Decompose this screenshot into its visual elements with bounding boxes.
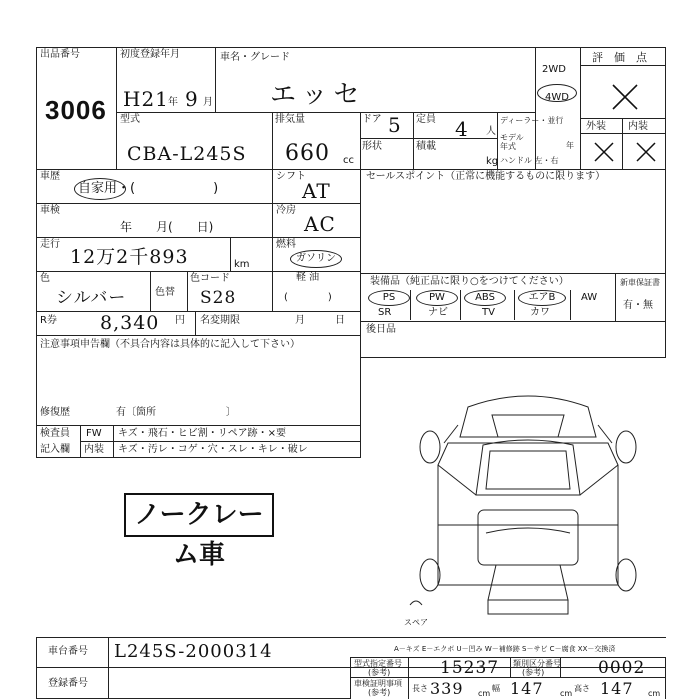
class-number-value: 0002 [598,658,646,678]
model-number-ref: (参考) [368,668,391,677]
cc-unit: cc [343,155,354,166]
first-registration-label: 初度登録年月 [120,49,180,60]
height-unit: cm [648,689,661,698]
length-unit: cm [478,689,491,698]
fw-label: FW [86,428,102,439]
km-unit: km [234,259,250,270]
shape-label: 形状 [362,141,382,152]
handle-label: ハンドル 左・右 [500,156,559,165]
equip-pw: PW [416,290,458,306]
history-value: 自家用・( ) [78,181,219,196]
warranty-value: 有・無 [623,300,653,311]
entry-label: 記入欄 [40,444,70,455]
model-number-value: 15237 [440,658,500,678]
car-name-label: 車名・グレード [220,52,290,63]
model-year-label: モデル年式 [500,133,524,151]
equip-abs: ABS [464,290,506,306]
repair-history-label: 修復歴 [40,407,70,418]
exterior-label: 外装 [586,121,606,132]
displacement-value: 660 [285,141,330,166]
equip-sr: SR [378,307,392,318]
fuel-gasoline: ガソリン [296,253,336,264]
notes-label: 注意事項申告欄（不具合内容は具体的に記入して下さい） [40,339,300,350]
repair-history-value: 有〔箇所 〕 [116,407,236,418]
certificate-label: 車検証明事項 [354,679,402,688]
fw-text: キズ・飛石・ヒビ割・リペア跡・×要 [118,428,286,439]
car-damage-diagram [408,385,648,625]
fuel-diesel: 軽 油 [296,272,320,283]
ac-label: 冷房 [276,205,296,216]
model-year-unit: 年 [566,141,574,150]
car-name: エッセ [270,80,366,110]
sales-point-label: セールスポイント（正常に機能するものに限ります） [366,171,606,182]
capacity-label: 定員 [416,114,436,125]
width-value: 147 [510,679,544,698]
person-unit: 人 [486,126,496,137]
fuel-label: 燃料 [276,239,296,250]
fuel-other: ( ) [284,292,332,303]
color-code-label: 色コード [190,273,230,284]
equip-leather: カワ [530,307,550,318]
chassis-label: 車台番号 [48,646,88,657]
equip-navi: ナビ [428,307,448,318]
length-value: 339 [430,679,464,698]
dealer-label: ディーラー・並行 [500,116,564,125]
lot-number: 3006 [45,95,107,125]
capacity-value: 4 [455,117,469,141]
model-number-label: 型式指定番号 [354,659,402,668]
color-value: シルバー [56,288,127,308]
height-value: 147 [600,679,634,698]
interior-label: 内装 [628,121,648,132]
door-label: ドア [362,114,382,125]
first-registration-month: 9 [185,87,199,111]
month-unit: 月 [203,97,213,108]
inspection-value: 年 月( 日) [120,220,214,234]
class-number-label: 類別区分番号 [513,659,561,668]
interior-inspect-label: 内装 [84,444,104,455]
color-label: 色 [40,273,50,284]
equip-airbag: エアB [518,290,566,306]
registration-label: 登録番号 [48,678,88,689]
name-change-value: 月 日 [295,315,345,326]
equip-ps: PS [368,290,410,306]
load-label: 積載 [416,141,436,152]
ac-value: AC [304,212,336,236]
interior-cross-mark [634,140,658,164]
drive-4wd: 4WD [537,84,577,102]
chassis-number: L245S-2000314 [114,641,273,662]
inspection-label: 車検 [40,205,60,216]
equip-tv: TV [482,307,495,318]
name-change-label: 名変期限 [200,315,240,326]
displacement-label: 排気量 [275,114,305,125]
warranty-label: 新車保証書 [620,278,660,287]
length-label: 長さ [412,684,428,693]
mileage-value: 12万2千893 [70,246,189,268]
model-label: 型式 [120,114,140,125]
rating-cross-mark [610,82,640,112]
exterior-cross-mark [592,140,616,164]
after-market-label: 後日品 [366,324,396,335]
height-label: 高さ [574,684,590,693]
color-change-label: 色替 [155,287,175,298]
drive-2wd: 2WD [542,64,566,75]
history-label: 車歴 [40,171,60,182]
shift-value: AT [302,179,331,203]
equipment-label: 装備品（純正品に限り○をつけてください） [370,276,569,287]
kg-unit: kg [486,156,499,167]
rating-label: 評 価 点 [592,51,647,64]
mileage-label: 走行 [40,239,60,250]
inspector-label: 検査員 [40,428,70,439]
no-claim-stamp: ノークレーム車 [124,493,274,537]
equip-aw: AW [581,292,598,303]
lot-label: 出品番号 [40,49,80,60]
first-registration-year: H21 [123,87,169,111]
model-code: CBA-L245S [127,143,247,165]
shift-label: シフト [276,171,306,182]
damage-legend: A－キズ E－エクボ U－凹み W－補修跡 S－サビ C－腐食 XX－交換済 [394,645,616,653]
recycle-value: 8,340 [100,312,160,334]
year-unit: 年 [168,97,178,108]
class-number-ref: (参考) [522,668,545,677]
certificate-ref: (参考) [368,688,391,697]
width-unit: cm [560,689,573,698]
width-label: 幅 [492,684,500,693]
yen-unit: 円 [175,315,185,326]
spare-label: スペア [404,618,428,627]
recycle-label: R券 [40,315,57,326]
color-code-value: S28 [200,288,237,308]
door-value: 5 [388,113,402,137]
interior-inspect-text: キズ・汚レ・コゲ・穴・スレ・キレ・破レ [118,444,308,455]
